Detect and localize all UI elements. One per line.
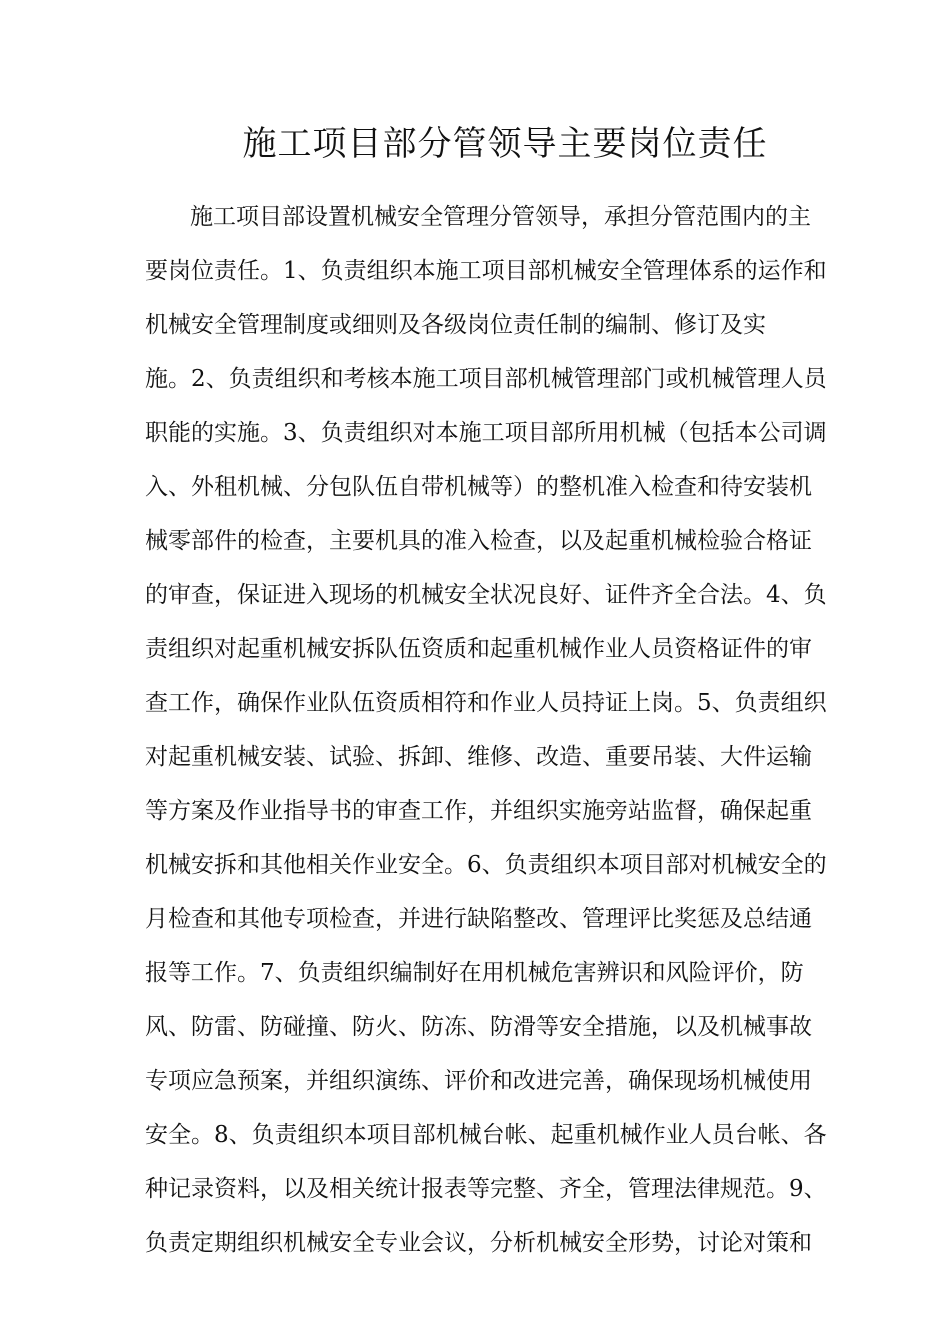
body-line: 职能的实施。3、负责组织对本施工项目部所用机械（包括本公司调	[145, 420, 827, 446]
body-line: 机械安拆和其他相关作业安全。6、负责组织本项目部对机械安全的	[145, 852, 827, 878]
body-line: 负责定期组织机械安全专业会议，分析机械安全形势，讨论对策和	[145, 1230, 812, 1256]
document-body	[145, 190, 827, 1270]
body-line: 械零部件的检查，主要机具的准入检查，以及起重机械检验合格证	[145, 528, 812, 554]
body-line: 的审查，保证进入现场的机械安全状况良好、证件齐全合法。4、负	[145, 582, 827, 608]
body-line: 机械安全管理制度或细则及各级岗位责任制的编制、修订及实	[145, 312, 766, 338]
body-line: 风、防雷、防碰撞、防火、防冻、防滑等安全措施，以及机械事故	[145, 1014, 812, 1040]
body-line: 对起重机械安装、试验、拆卸、维修、改造、重要吊装、大件运输	[145, 744, 812, 770]
body-line: 施。2、负责组织和考核本施工项目部机械管理部门或机械管理人员	[145, 366, 827, 392]
body-line: 月检查和其他专项检查，并进行缺陷整改、管理评比奖惩及总结通	[145, 906, 812, 932]
body-line: 要岗位责任。1、负责组织本施工项目部机械安全管理体系的运作和	[145, 258, 827, 284]
document-title: 施工项目部分管领导主要岗位责任	[242, 124, 768, 164]
body-line: 等方案及作业指导书的审查工作，并组织实施旁站监督，确保起重	[145, 798, 812, 824]
body-line: 种记录资料，以及相关统计报表等完整、齐全，管理法律规范。9、	[145, 1176, 827, 1202]
body-line: 责组织对起重机械安拆队伍资质和起重机械作业人员资格证件的审	[145, 636, 812, 662]
body-line: 入、外租机械、分包队伍自带机械等）的整机准入检查和待安装机	[145, 474, 812, 500]
body-line: 专项应急预案，并组织演练、评价和改进完善，确保现场机械使用	[145, 1068, 812, 1094]
body-line: 安全。8、负责组织本项目部机械台帐、起重机械作业人员台帐、各	[145, 1122, 827, 1148]
body-line: 施工项目部设置机械安全管理分管领导，承担分管范围内的主	[190, 204, 811, 230]
body-line: 查工作，确保作业队伍资质相符和作业人员持证上岗。5、负责组织	[145, 690, 827, 716]
body-line: 报等工作。7、负责组织编制好在用机械危害辨识和风险评价，防	[145, 960, 804, 986]
